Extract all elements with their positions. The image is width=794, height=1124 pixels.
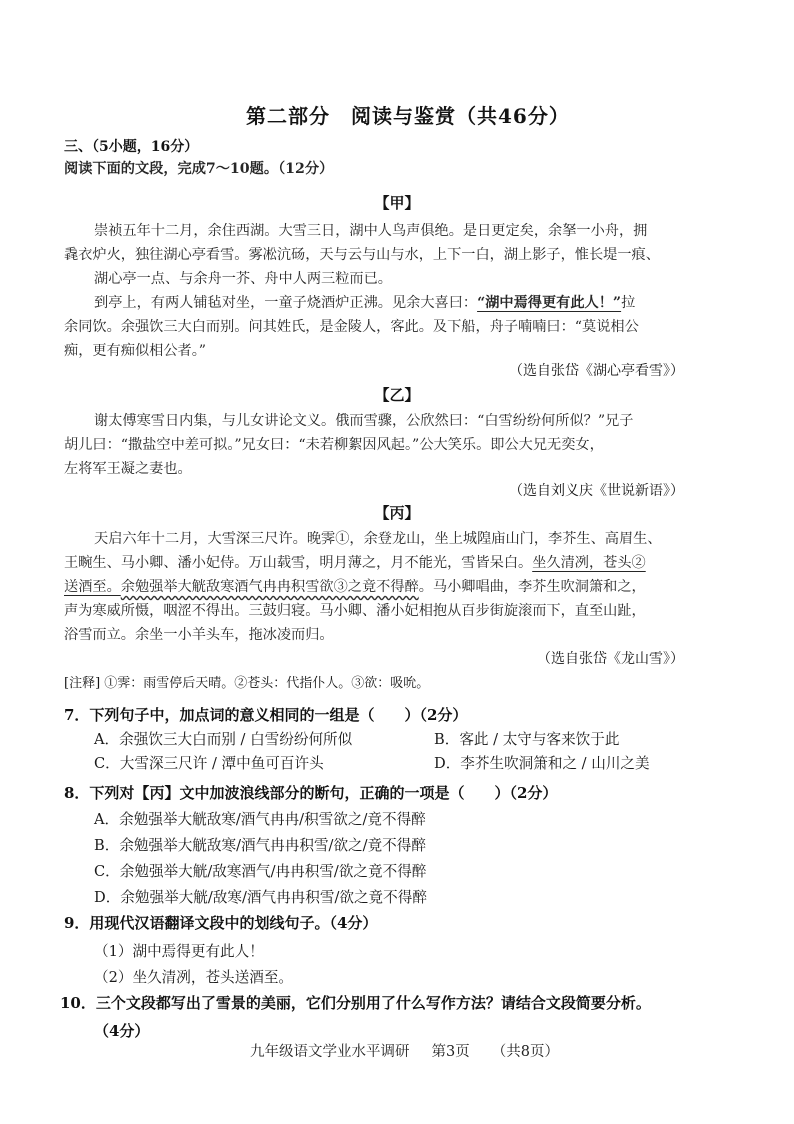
passage-yi-label: 【乙】 <box>374 386 420 404</box>
bing-line-1: 天启六年十二月，大雪深三尺许。晚霁①，余登龙山，坐上城隍庙山门，李芥生、高眉生、 <box>94 531 662 547</box>
q7-option-b: B．客此 / 太守与客来饮于此 <box>434 731 620 748</box>
bing-underlined-part-2: 送酒至。 <box>64 579 121 595</box>
section-instruction: 阅读下面的文段，完成7～10题。（12分） <box>64 161 334 177</box>
jia-line-3: 湖心亭一点、与余舟一芥、舟中人两三粒而已。 <box>94 271 392 287</box>
passage-jia-label: 【甲】 <box>374 194 420 212</box>
q7-option-c: C．大雪深三尺许 / 潭中鱼可百许头 <box>94 755 324 772</box>
bing-underlined-part-1: 坐久清冽，苍头② <box>532 555 646 571</box>
q10-stem: 10．三个文段都写出了雪景的美丽，它们分别用了什么写作方法？请结合文段简要分析。 <box>60 994 651 1012</box>
bing-line-4: 声为寒威所慑，咽涩不得出。三鼓归寝。马小卿、潘小妃相抱从百步街旋滚而下，直至山趾， <box>64 603 646 619</box>
bing-source: （选自张岱《龙山雪》） <box>537 651 684 667</box>
bing-line-2-text: 王畹生、马小卿、潘小妃侍。万山载雪，明月薄之，月不能光，雪皆呆白。 <box>64 555 533 571</box>
q10-points: （4分） <box>94 1022 150 1040</box>
part-title: 第二部分 阅读与鉴赏（共46分） <box>246 104 570 128</box>
q8-option-a: A．余勉强举大觥敌寒/酒气冉冉/积雪欲之/竟不得醉 <box>94 811 426 828</box>
footer-page: 第3页 <box>431 1044 470 1060</box>
q9-item-2: （2）坐久清冽，苍头送酒至。 <box>94 969 294 986</box>
q9-item-1: （1）湖中焉得更有此人！ <box>94 943 264 960</box>
jia-line-1: 崇祯五年十二月，余住西湖。大雪三日，湖中人鸟声俱绝。是日更定矣，余拏一小舟，拥 <box>94 223 648 239</box>
section-heading: 三、（5小题，16分） <box>64 139 199 155</box>
jia-line-4-end: 拉 <box>621 295 636 311</box>
q8-option-d: D．余勉强举大觥/敌寒/酒气冉冉积雪/欲之竟不得醉 <box>94 889 427 906</box>
q7-option-d: D．李芥生吹洞箫和之 / 山川之美 <box>434 755 650 772</box>
footer-title: 九年级语文学业水平调研 <box>250 1044 410 1060</box>
bing-wavy-sentence: 余勉强举大觥敌寒酒气冉冉积雪欲③之竟不得醉 <box>120 579 419 595</box>
q7-option-a: A．余强饮三大白而别 / 白雪纷纷何所似 <box>94 731 353 748</box>
jia-line-2: 毳衣炉火，独往湖心亭看雪。雾凇沆砀，天与云与山与水，上下一白，湖上影子，惟长堤一痕、 <box>64 247 660 263</box>
bing-line-3-rest: 。马小卿唱曲，李芥生吹洞箫和之， <box>418 579 646 595</box>
jia-line-6: 痴，更有痴似相公者。” <box>64 343 207 359</box>
jia-line-5: 余同饮。余强饮三大白而别。问其姓氏，是金陵人，客此。及下船，舟子喃喃曰：“莫说相公 <box>64 319 639 335</box>
yi-line-3: 左将军王凝之妻也。 <box>64 461 192 477</box>
q9-stem: 9．用现代汉语翻译文段中的划线句子。（4分） <box>64 914 378 932</box>
yi-line-1: 谢太傅寒雪日内集，与儿女讲论文义。俄而雪骤，公欣然曰：“白雪纷纷何所似？”兄子 <box>94 413 634 429</box>
jia-line-4-text: 到亭上，有两人铺毡对坐，一童子烧酒炉正沸。见余大喜曰： <box>94 295 478 311</box>
jia-line-4 <box>94 292 635 312</box>
bing-line-5: 浴雪而立。余坐一小羊头车，拖冰凌而归。 <box>64 627 334 643</box>
footer-total: （共8页） <box>491 1044 559 1060</box>
jia-source: （选自张岱《湖心亭看雪》） <box>509 363 684 379</box>
yi-line-2: 胡儿曰：“撒盐空中差可拟。”兄女曰：“未若柳絮因风起。”公大笑乐。即公大兄无奕女， <box>64 437 604 453</box>
bing-line-3 <box>64 576 646 596</box>
yi-source: （选自刘义庆《世说新语》） <box>509 483 684 499</box>
q8-option-c: C．余勉强举大觥/敌寒酒气/冉冉积雪/欲之竟不得醉 <box>94 863 427 880</box>
q8-stem: 8．下列对【丙】文中加波浪线部分的断句，正确的一项是（ ）（2分） <box>64 784 558 802</box>
jia-underlined-sentence: “湖中焉得更有此人！” <box>477 295 622 311</box>
q8-option-b: B．余勉强举大觥敌寒/酒气冉冉积雪/欲之/竟不得醉 <box>94 837 426 854</box>
passage-bing-label: 【丙】 <box>374 504 420 522</box>
page-footer <box>250 1040 581 1061</box>
q7-stem: 7．下列句子中，加点词的意义相同的一组是（ ）（2分） <box>64 706 468 724</box>
bing-line-2 <box>64 552 646 572</box>
bing-notes: [注释] ①霁：雨雪停后天晴。②苍头：代指仆人。③欲：吸吮。 <box>64 676 430 691</box>
